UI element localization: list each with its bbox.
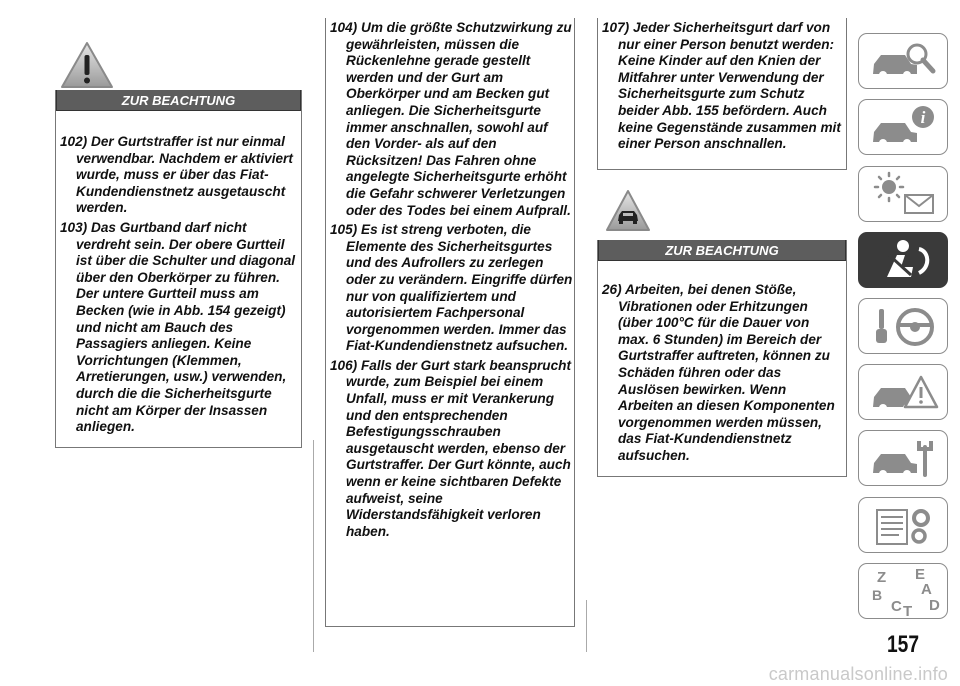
alphabet-index-icon	[859, 564, 949, 620]
warning-box-4	[597, 240, 847, 477]
note-number: 103)	[60, 219, 88, 235]
note-text: Das Gurtband darf nicht verdreht sein. Der obere Gurtteil ist über die Schulter und diagonal über den Oberkörper zu führen. Der untere Gurtteil muss am Becken (wie in Abb. 154 gezeigt) und nicht am Bauch des Passagiers anliegen. Keine Vorrichtungen (Klemmen, Arretierungen, usw.) verwenden, durch die die Sicherheitsgurte nicht am Körper der Insassen anliegen.	[76, 219, 296, 435]
notes-list	[60, 134, 300, 439]
note-number: 104)	[330, 20, 358, 35]
note-104	[330, 20, 574, 219]
tab-lights-messages[interactable]	[858, 166, 948, 222]
car-info-icon	[859, 100, 949, 156]
note-105	[330, 222, 574, 355]
notes-list	[602, 20, 846, 156]
key-steering-wheel-icon	[859, 299, 949, 355]
tab-technical-data[interactable]	[858, 497, 948, 553]
note-text: Arbeiten, bei denen Stöße, Vibrationen oder Erhitzungen (über 100°C für die Dauer von max. 6 Stunden) im Bereich der Gurtstraffer auftreten, können zu Schäden führen oder das Auslösen bewirken. Wenn Arbeiten an diesen Komponenten vorgenommen werden müssen, das Fiat-Kundendienstnetz aufsuchen.	[618, 282, 835, 463]
note-106	[330, 358, 574, 541]
warning-box-1	[55, 90, 302, 448]
svg-text:i: i	[920, 108, 926, 127]
car-caution-triangle-icon	[604, 188, 652, 234]
note-number: 106)	[330, 357, 358, 373]
warning-box-2	[325, 18, 575, 627]
note-text: Falls der Gurt stark beansprucht wurde, zum Beispiel bei einem Unfall, muss er mit Verankerung und den entsprechenden Befestigungsschrauben ausgetauscht werden, ebenso der Gurtstraffer. Der Gurt könnte, auch wenn er keine sichtbaren Defekte aufweist, seine Widerstandsfähigkeit verloren haben.	[346, 357, 572, 539]
warning-box-3	[597, 18, 847, 170]
tab-emergency[interactable]	[858, 364, 948, 420]
note-number: 102)	[60, 134, 88, 149]
seat-airbag-icon	[859, 233, 949, 289]
note-number: 107)	[602, 20, 630, 35]
index-letter: T	[903, 603, 913, 620]
car-wrench-icon	[859, 431, 949, 487]
note-102	[60, 134, 300, 217]
specs-gears-icon	[859, 498, 949, 554]
tab-maintenance[interactable]	[858, 430, 948, 486]
watermark: carmanualsonline.info	[768, 664, 948, 684]
note-text: Es ist streng verboten, die Elemente des Sicherheitsgurtes und des Aufrollers zu zerlegen oder zu verändern. Eingriffe dürfen nur von qualifiziertem und autorisiertem Fachpersonal vorgenommen werden. Immer das Fiat-Kundendienstnetz aufsuchen.	[346, 222, 573, 354]
column-divider	[313, 440, 314, 652]
note-26	[602, 282, 844, 465]
index-letter: C	[891, 598, 902, 615]
tab-car-search[interactable]	[858, 33, 948, 89]
index-letter: Z	[877, 569, 887, 586]
page-number: 157	[886, 631, 920, 658]
index-letter: A	[921, 581, 932, 598]
warning-banner: ZUR BEACHTUNG	[598, 240, 846, 261]
tab-starting-driving[interactable]	[858, 298, 948, 354]
tab-car-info[interactable]	[858, 99, 948, 155]
tab-safety[interactable]	[858, 232, 948, 288]
index-letter: E	[915, 566, 926, 583]
note-number: 105)	[330, 222, 358, 238]
warning-triangle-icon	[59, 40, 115, 90]
note-number: 26)	[602, 282, 622, 297]
car-warning-icon	[859, 365, 949, 421]
note-text: Jeder Sicherheitsgurt darf von nur einer Person benutzt werden: Keine Kinder auf den Knien der Mitfahrer unter Verwendung der Sicherheitsgurte zum Schutz beider Abb. 155 befördern. Auch keine Gegenstände zusammen mit einer Person anschnallen.	[618, 20, 841, 152]
notes-list	[602, 282, 844, 468]
note-text: Der Gurtstraffer ist nur einmal verwendbar. Nachdem er aktiviert wurde, muss er über das Fiat-Kundendienstnetz ausgetauscht werden.	[76, 134, 293, 216]
car-search-icon	[859, 34, 949, 90]
note-107	[602, 20, 846, 153]
note-103	[60, 220, 300, 436]
tab-index[interactable]	[858, 563, 948, 619]
warning-banner: ZUR BEACHTUNG	[56, 90, 301, 111]
lights-message-icon	[859, 167, 949, 223]
column-divider	[586, 600, 587, 652]
index-letter: D	[929, 597, 940, 614]
index-letter: B	[872, 587, 883, 603]
notes-list	[330, 20, 574, 543]
note-text: Um die größte Schutzwirkung zu gewährleisten, müssen die Rückenlehne gerade gestellt werden und der Gurt am Oberkörper und am Becken gut anliegen. Die Sicherheitsgurte immer anschnallen, sowohl auf den Vorder- als auf den Rücksitzen! Das Fahren ohne angelegte Sicherheitsgurte erhöht die Gefahr schwerer Verletzungen oder des Todes bei einem Aufprall.	[346, 20, 572, 218]
